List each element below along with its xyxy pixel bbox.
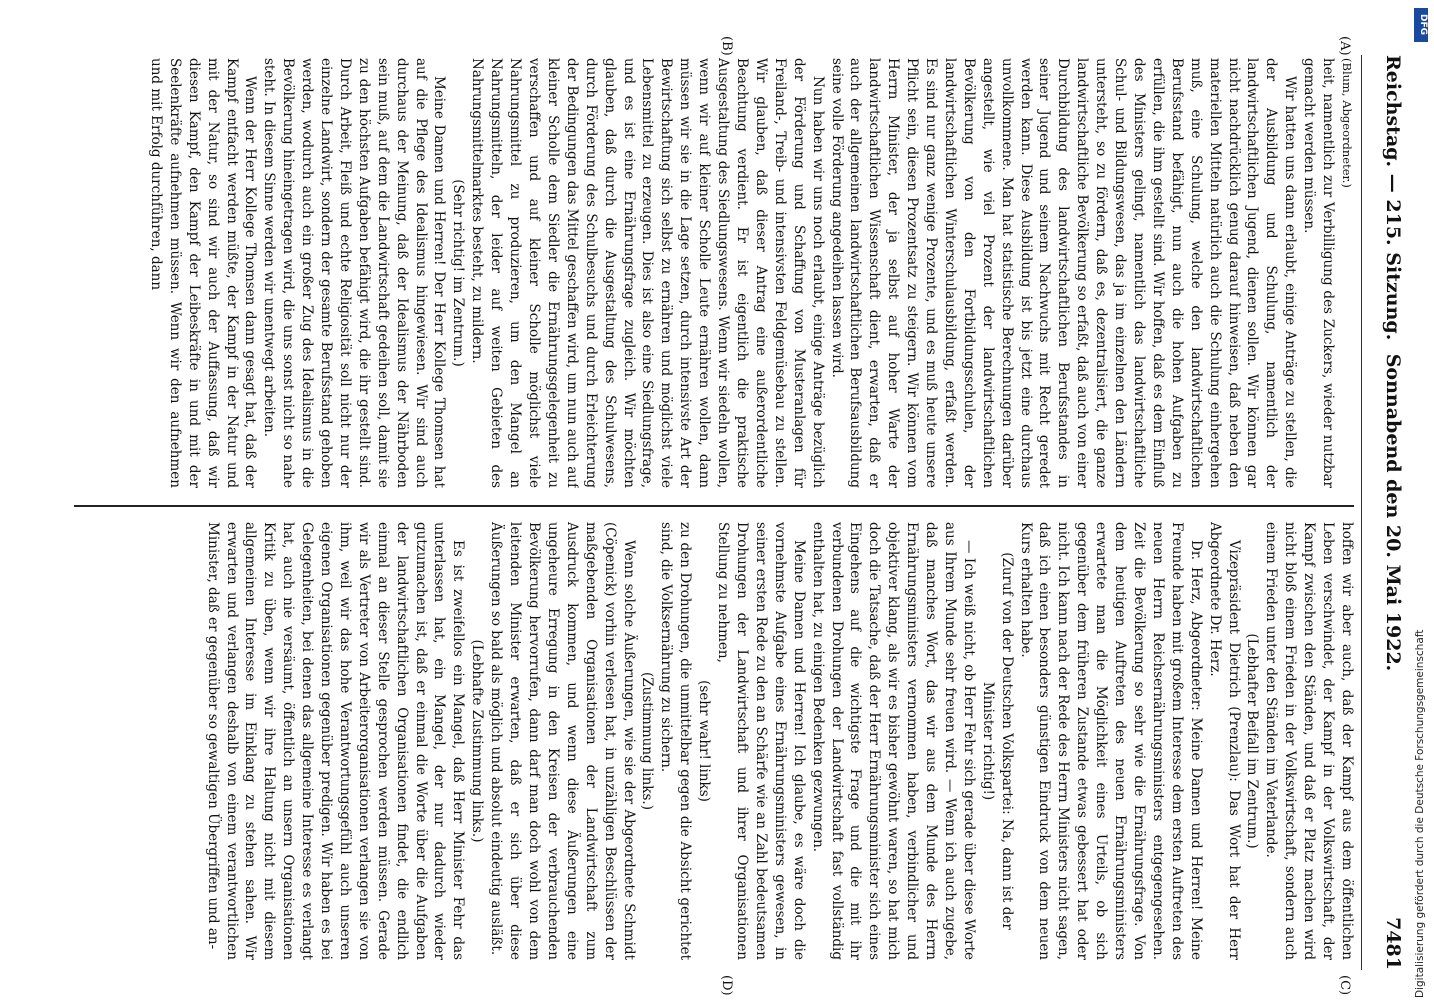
- paragraph: Wir hatten uns dann erlaubt, einige Anträge zu stellen, die der Ausbildung und Schulung, namentlich der landwirtschaftlichen Jugend, dienen sollen. Wir können gar nicht nachdrücklich genug darauf hinweisen, daß neben den materiellen Mitteln natürlich auch die Schulung einhergehen muß, eine Schulung, welche den landwirtschaftlichen Berufsstand befähigt, nun auch die hohen Aufgaben zu erfüllen, die ihm gestellt sind. Wir hoffen, daß es dem Einfluß des Ministers gelingt, namentlich das landwirtschaftliche Schul- und Bildungswesen, das ja im einzelnen den Ländern untersteht, so zu fördern, daß es, dezentralisiert, die ganze landwirtschaftliche Bevölkerung so erfaßt, daß auch von einer Durchbildung des landwirtschaftlichen Berufsstandes in seiner Jugend und seinem Nachwuchs mit Recht geredet werden kann. Diese Ausbildung ist bis jetzt eine durchaus unvollkommene. Man hat statistische Berechnungen darüber angestellt, wie viel Prozent der landwirtschaftlichen Bevölkerung von den Fortbildungsschulen, der landwirtschaftlichen Winterschulausbildung, erfaßt werden. Es sind nur ganz wenige Prozente, und es muß heute unsere Pflicht sein, diesen Prozentsatz zu steigern. Wir können vom Herrn Minister, der ja selbst auf hoher Warte der landwirtschaftlichen Wissenschaft dient, erwarten, daß er auch der allgemeinen landwirtschaftlichen Berufsausbildung seine volle Förderung angedeihen lassen wird.: [828, 58, 1299, 488]
- paragraph: Wenn solche Äußerungen, wie sie der Abgeordnete Schmidt (Cöpenick) vorhin verlesen hat, in unzähligen Beschlüssen der maßgebenden Organisationen der Landwirtschaft zum Ausdruck kommen, und wenn diese Äußerungen eine ungeheure Erregung in den Kreisen der verbrauchenden Bevölkerung hervorrufen, dann darf man doch wohl von dem leitenden Minister erwarten, daß er sich über diese Äußerungen so bald als möglich und absolut eindeutig ausläßt.: [488, 522, 637, 960]
- header-date: Sonnabend den 20. Mai 1922.: [1382, 353, 1404, 672]
- paragraph: — Ich weiß nicht, ob Herr Fehr sich gerade über diese Worte aus Ihrem Munde sehr freuen wird. — Wenn ich auch zugebe, daß manches Wort, das wir aus dem Munde des Herrn Ernährungsministers vernommen haben, verbindlicher und objektiver klang, als wir es bisher gewöhnt waren, so hat mich doch die Tatsache, daß der Herr Ernährungsminister sich eines Eingehens auf die wichtigste Frage und die mit ihr verbundenen Drohungen der Landwirtschaft fast vollständig enthalten hat, zu einigen Bedenken gezwungen.: [809, 522, 977, 960]
- paragraph: Dr. Herz, Abgeordneter: Meine Damen und Herren! Meine Freunde haben mit großem Interesse dem ersten Auftreten des neuen Herrn Reichsernährungsministers entgegengesehen. Zeit die Bevölkerung so sehr wie die Ernährungsfrage. Von dem heutigen Auftreten des neuen Ernährungsministers erwartete man die Möglichkeit eines Urteils, ob sich gegenüber dem früheren Zustande etwas gebessert hat oder nicht. Ich kann nach der Rede des Herrn Ministers nicht sagen, daß ich einen besonders günstigen Eindruck von dem neuen Kurs erhalten habe.: [1017, 522, 1204, 960]
- paragraph: Wenn der Herr Kollege Thomsen dann gesagt hat, daß der Kampf entfacht werden müßte, der Kampf in der Natur und mit der Natur, so sind wir auch der Auffassung, daß wir diesen Kampf, den Kampf der Leibeskräfte in und mit der Seelenkräfte aufnehmen müssen. Wenn wir den aufnehmen und mit Erfolg durchführen, dann: [147, 58, 259, 488]
- speaker-tag: (Blum, Abgeordneter.): [1340, 58, 1354, 188]
- margin-letter-d: (D): [719, 975, 734, 996]
- page-header: [1364, 55, 1404, 970]
- column-rule: [74, 505, 1354, 507]
- interjection: (Sehr richtig! im Zentrum.): [450, 179, 467, 367]
- credit-text: Digitalisierung gefördert durch die Deutsche Forschungsgemeinschaft: [1414, 629, 1426, 998]
- paragraph: zu den Drohungen, die unmittelbar gegen die Absicht gerichtet sind, die Volksernährung zu sichern.: [658, 522, 694, 960]
- paragraph: Meine Damen und Herren! Ich glaube, es wäre doch die vornehmste Aufgabe eines Ernährungsministers gewesen, in seiner ersten Rede zu den an Schärfe wie an Zahl bedeutsamen Drohungen der Landwirtschaft und ihrer Organisationen Stellung zu nehmen,: [715, 522, 807, 960]
- interjection: (Zustimmung links.): [639, 672, 656, 810]
- paragraph: heit, namentlich zur Verbilligung des Zuckers, wieder nutzbar gemacht werden müssen.: [1301, 58, 1337, 488]
- interjection: (Lebhafter Beifall im Zentrum.): [1244, 633, 1261, 849]
- page-number: 7481: [1382, 917, 1404, 970]
- interjection: (Lebhafte Zustimmung links.): [469, 639, 486, 843]
- paragraph: Vizepräsident Dietrich (Prenzlau): Das Wort hat der Herr Abgeordnete Dr. Herz.: [1206, 522, 1242, 960]
- interjection: (Zuruf von der Deutschen Volkspartei: Na, dann ist der Minister richtig!): [979, 552, 1015, 930]
- digitization-credit: [1412, 8, 1426, 998]
- right-column: [66, 522, 1356, 960]
- paragraph: Meine Damen und Herren! Der Herr Kollege Thomsen hat auf die Pflege des Idealismus hingewiesen. Wir sind auch durchaus der Meinung, daß der Idealismus der Nährboden sein muß, auf dem die Landwirtschaft gedeihen soll, damit sie zu den höchsten Aufgaben befähigt wird, die ihr gestellt sind. Durch Arbeit, Fleiß und echte Religiosität soll nicht nur der einzelne Landwirt, sondern der gesamte Berufsstand gehoben werden, wodurch auch ein großer Zug des Idealismus in die Bevölkerung hineingetragen wird, die uns sonst nicht so nahe steht. In diesem Sinne werden wir unentwegt arbeiten.: [261, 58, 448, 488]
- paragraph: Nun haben wir uns noch erlaubt, einige Anträge bezüglich der Förderung und Schaffung von Musteranlagen für Freiland-, Treib- und intensivsten Feldgemüsebau zu stellen. Wir glauben, daß dieser Antrag eine außerordentliche Beachtung verdient. Er ist eigentlich die praktische Ausgestaltung des Siedlungswesens. Wenn wir siedeln wollen, wenn wir auf kleiner Scholle Leute ernähren wollen, dann müssen wir sie in die Lage setzen, durch intensivste Art der Bewirtschaftung sich selbst zu ernähren und möglichst viele Lebensmittel zu erzeugen. Dies ist also eine Siedlungsfrage, und es ist eine Ernährungsfrage zugleich. Wir möchten glauben, daß durch die Ausgestaltung des Schulwesens, durch Förderung des Schulbesuchs und durch Erleichterung der Bedingungen das Mittel geschaffen wird, um nun auch auf kleiner Scholle dem Siedler die Ernährungsgelegenheit zu verschaffen und auf kleiner Scholle möglichst viele Nahrungsmittel zu produzieren, um den Mangel an Nahrungsmitteln, der leider auf weiten Gebieten des Nahrungsmittelmarktes besteht, zu mildern.: [469, 58, 826, 488]
- left-column: [66, 58, 1356, 488]
- header-rule: [1361, 55, 1362, 970]
- margin-letter-a: (A): [1337, 36, 1352, 56]
- margin-letter-c: (C): [1337, 975, 1352, 996]
- paragraph: Es ist zweifellos ein Mangel, daß Herr Minister Fehr das unterlassen hat, ein Mangel, der nur dadurch wieder gutzumachen ist, daß er einmal die Worte über die Aufgaben der landwirtschaftlichen Organisationen findet, die endlich einmal an dieser Stelle gesprochen werden müssen. Gerade wir als Vertreter von Arbeiterorganisationen verlangen sie von ihm, weil wir das hohe Verantwortungsgefühl auch unseren eigenen Organisationen gegenüber predigen. Wir haben es bei Gelegenheiten, bei denen das allgemeine Interesse es verlangt hat, auch nie versäumt, öffentlich an unsern Organisationen Kritik zu üben, wenn wir ihre Haltung nicht mit diesem allgemeinen Interesse im Einklang zu stehen sahen. Wir erwarten und verlangen deshalb von einem verantwortlichen Minister, daß er gegenüber so gewaltigen Übergriffen und an-: [204, 522, 467, 960]
- paragraph: hoffen wir aber auch, daß der Kampf aus dem öffentlichen Leben verschwindet, der Kampf in der Volkswirtschaft, der Kampf zwischen den Ständen, und daß er Platz machen wird nicht bloß einem Frieden in der Volkswirtschaft, sondern auch einem Frieden unter den Ständen im Vaterlande.: [1263, 522, 1355, 960]
- interjection: (sehr wahr! links): [696, 680, 713, 802]
- header-left: Reichstag. — 215. Sitzung.: [1382, 55, 1404, 341]
- dfg-logo: DFG: [1414, 8, 1428, 42]
- margin-letter-b: (B): [719, 36, 734, 56]
